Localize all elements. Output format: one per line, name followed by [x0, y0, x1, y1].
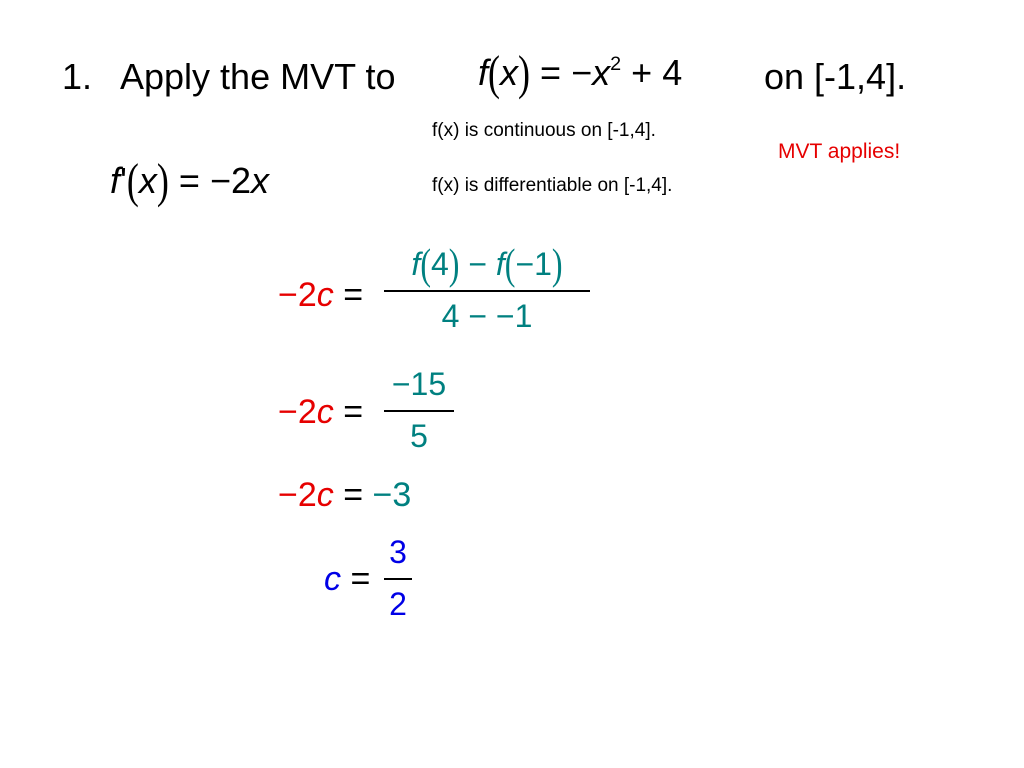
step1-fraction [384, 239, 590, 335]
problem-number: 1. [62, 56, 93, 97]
lhs-var-c: c [316, 393, 334, 431]
mvt-verdict: MVT applies! [778, 140, 901, 163]
step3-equation [278, 476, 411, 515]
constant: 4 [662, 52, 683, 93]
differentiability-condition: f(x) is differentiable on [-1,4]. [432, 175, 673, 196]
interval-text: on [-1,4]. [764, 56, 907, 97]
paren-open: ( [488, 46, 501, 100]
derivative-equation [110, 154, 269, 208]
step2-lhs [278, 393, 363, 432]
continuity-condition: f(x) is continuous on [-1,4]. [432, 120, 656, 141]
function-f: f [478, 52, 489, 93]
paren-close: ) [156, 154, 169, 208]
equals-sign: = [343, 276, 364, 314]
step2-denominator: 5 [410, 418, 428, 454]
equals-sign: = [343, 476, 364, 514]
step1-numerator [384, 239, 590, 290]
fraction-bar [384, 290, 590, 292]
paren-open: ( [126, 154, 139, 208]
step2-numerator: −15 [391, 366, 447, 402]
derivative-coef: −2 [209, 160, 251, 201]
lhs-coef: −2 [278, 276, 317, 314]
equals-sign: = [540, 52, 562, 93]
num-minus: − [468, 246, 487, 282]
paren-open: ( [504, 239, 516, 289]
paren-close: ) [518, 46, 531, 100]
step4-lhs [324, 560, 370, 599]
paren-close: ) [448, 239, 460, 289]
num-arg2: −1 [515, 246, 552, 282]
problem-text: Apply the MVT to [120, 56, 396, 97]
minus-sign: − [571, 52, 593, 93]
step3-rhs: −3 [372, 476, 412, 514]
result-var-c: c [324, 560, 341, 598]
exponent: 2 [610, 53, 622, 76]
step4-numerator: 3 [389, 534, 407, 570]
step1-denominator: 4 − −1 [441, 298, 533, 334]
step4-fraction [384, 534, 412, 623]
num-f2: f [495, 246, 505, 282]
function-x: x [500, 52, 519, 93]
equals-sign: = [350, 560, 371, 598]
derivative-f: f [110, 160, 121, 201]
step4-denominator: 2 [389, 586, 407, 622]
fraction-bar [384, 578, 412, 580]
lhs-var-c: c [316, 276, 334, 314]
step1-lhs [278, 276, 363, 315]
num-f1: f [411, 246, 421, 282]
function-definition [478, 46, 683, 100]
step2-fraction [384, 366, 454, 455]
num-arg1: 4 [430, 246, 449, 282]
prime-mark: ' [120, 160, 127, 201]
lhs-var-c: c [316, 476, 334, 514]
equals-sign: = [343, 393, 364, 431]
equals-sign: = [178, 160, 200, 201]
lhs-coef: −2 [278, 476, 317, 514]
lhs-coef: −2 [278, 393, 317, 431]
plus-sign: + [631, 52, 653, 93]
rhs-x: x [592, 52, 611, 93]
paren-open: ( [420, 239, 431, 289]
paren-close: ) [551, 239, 563, 289]
fraction-bar [384, 410, 454, 412]
derivative-rhs-x: x [251, 160, 269, 201]
derivative-x: x [138, 160, 157, 201]
